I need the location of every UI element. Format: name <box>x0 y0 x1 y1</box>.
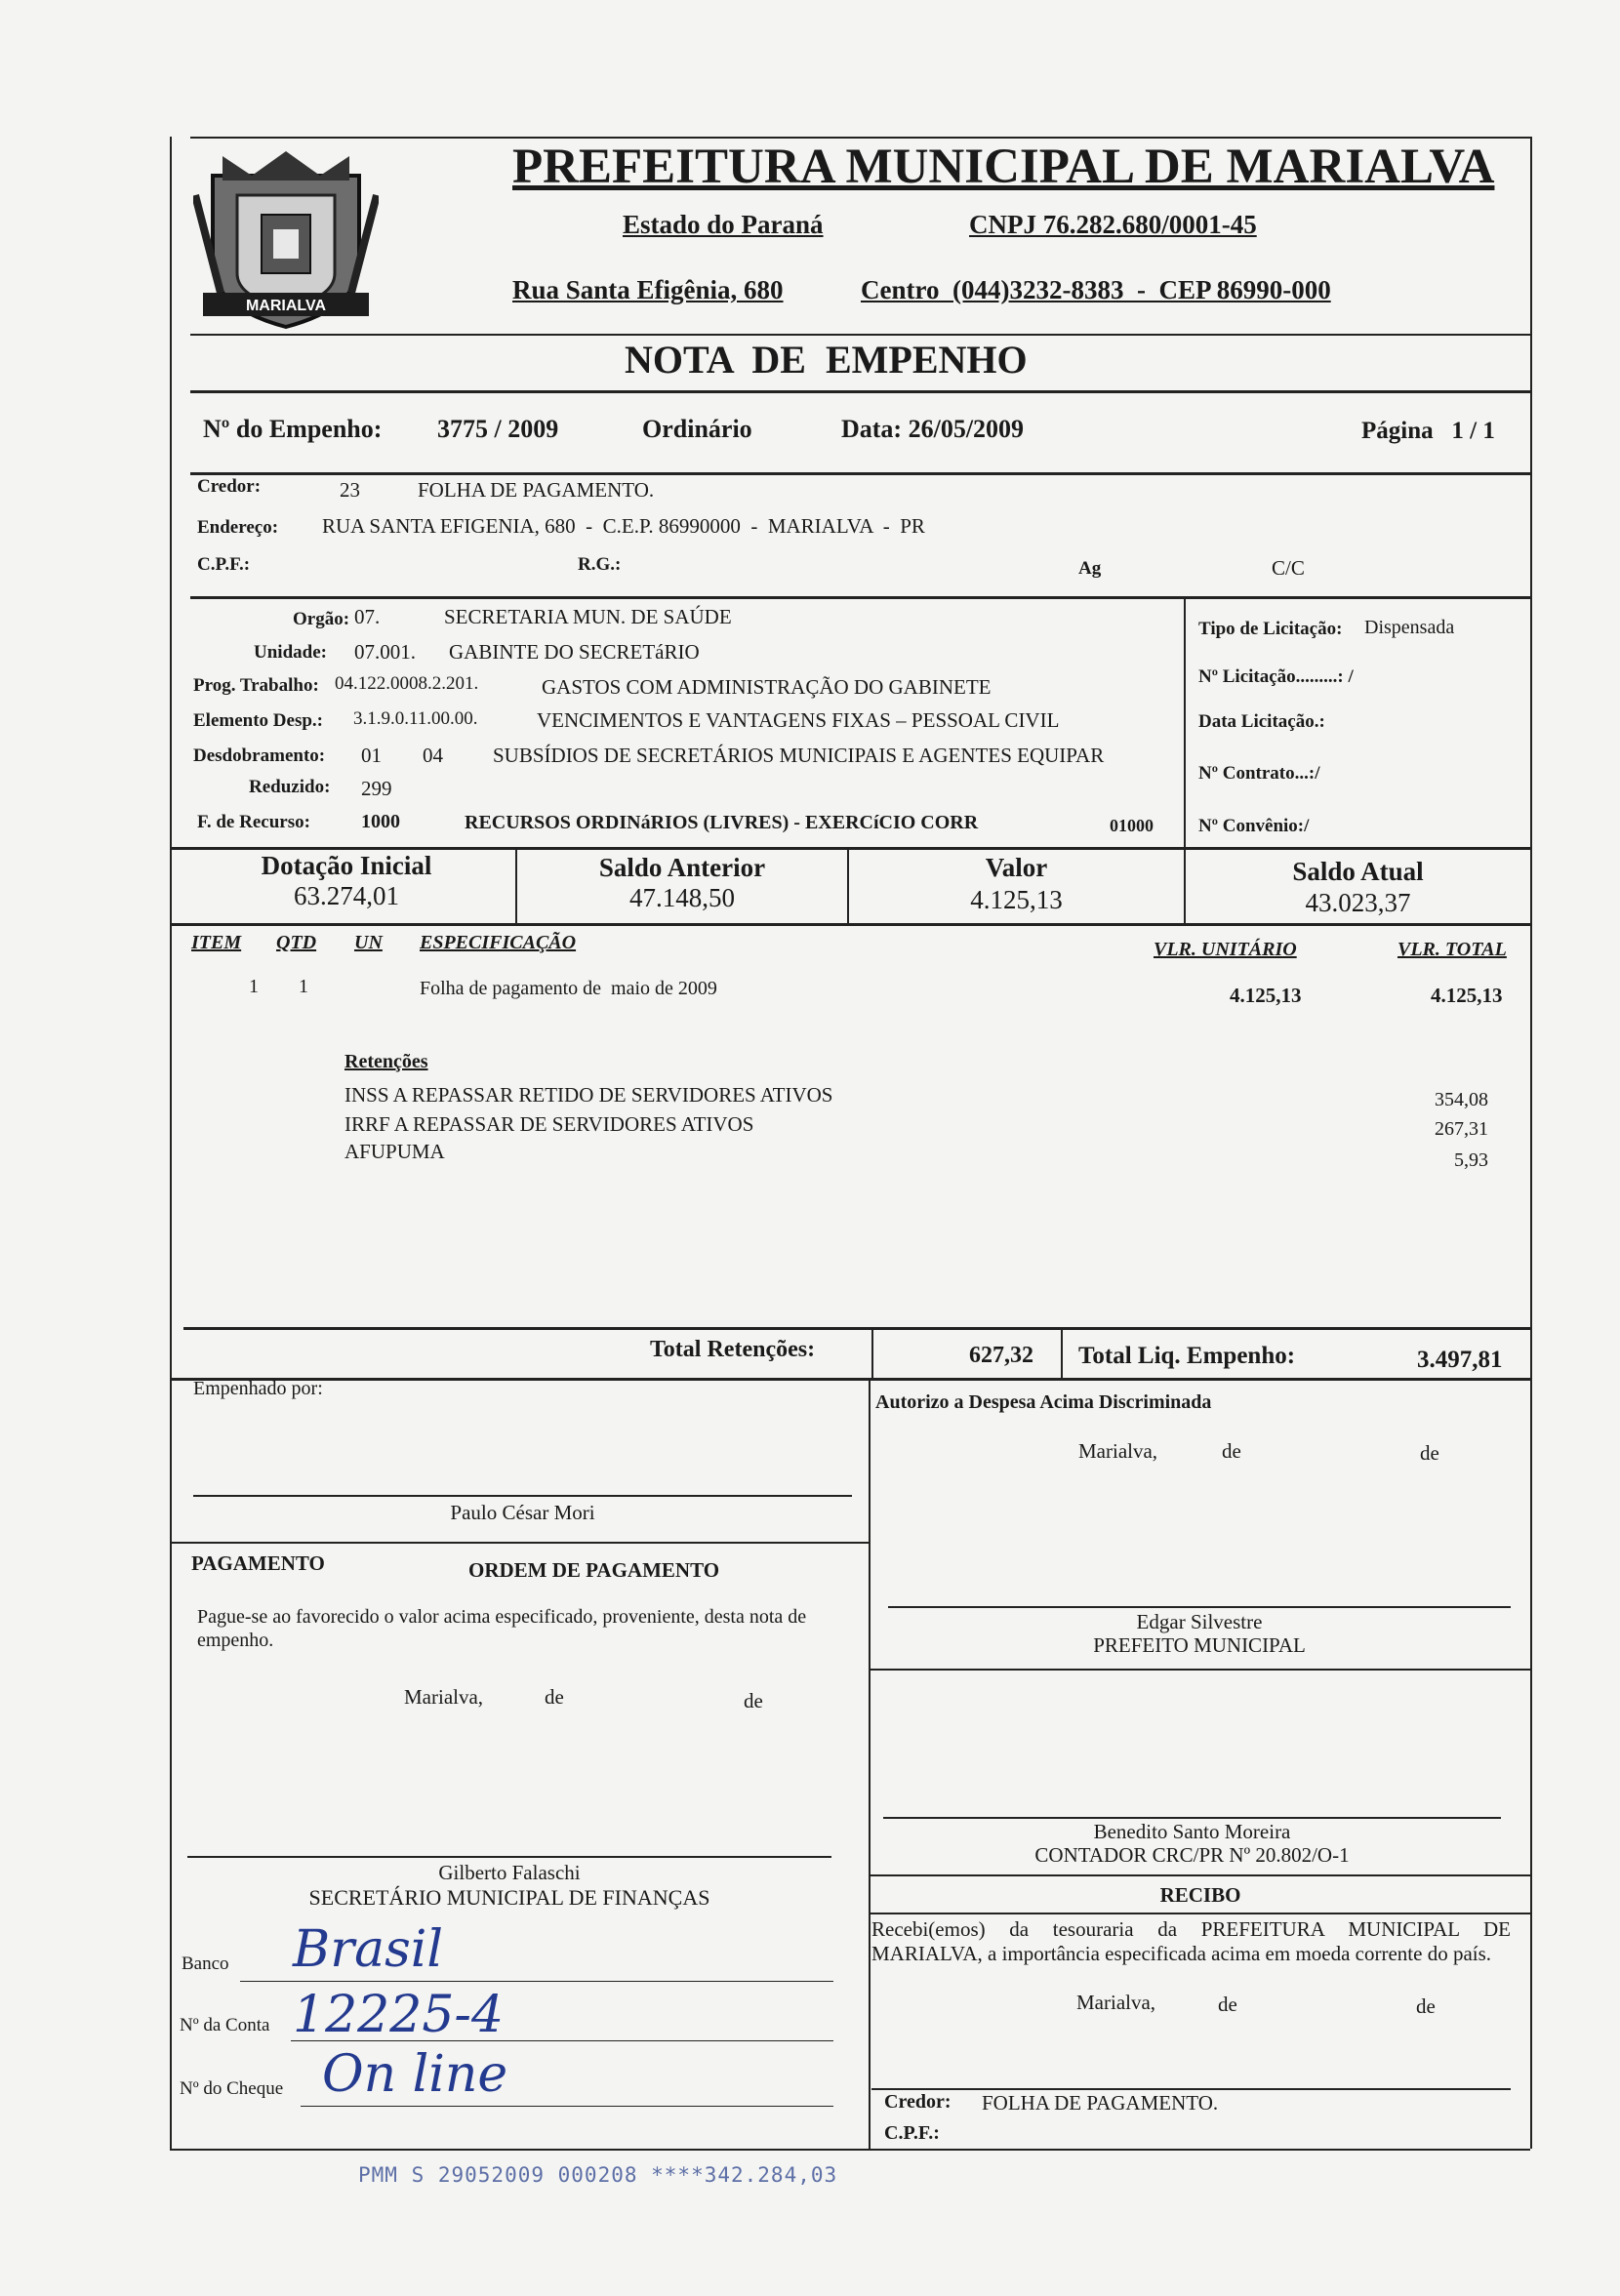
header-divider <box>190 334 1530 336</box>
empenho-date: Data: 26/05/2009 <box>841 415 1025 443</box>
pagamento-place: Marialva, <box>404 1685 484 1709</box>
unidade-code: 07.001. <box>354 640 416 664</box>
recibo-title: RECIBO <box>1159 1883 1241 1907</box>
licitacao-date: Data Licitação.: <box>1198 711 1325 732</box>
saldos-divider <box>170 923 1530 926</box>
credor-divider <box>190 596 1530 599</box>
autorizo-title: Autorizo a Despesa Acima Discriminada <box>875 1391 1212 1413</box>
machine-stamp: PMM S 29052009 000208 ****342.284,03 <box>358 2163 838 2187</box>
signature-column-divider <box>869 1378 871 2149</box>
secretario-role: SECRETÁRIO MUNICIPAL DE FINANÇAS <box>308 1885 710 1910</box>
recibo-credor-line <box>871 2088 1511 2090</box>
valor-label: Valor <box>985 853 1048 882</box>
licitacao-divider <box>1184 596 1186 847</box>
recibo-cpf-label: C.P.F.: <box>884 2122 940 2144</box>
recurso-code: 1000 <box>361 811 400 832</box>
empenhado-name: Paulo César Mori <box>450 1501 595 1524</box>
endereco-label: Endereço: <box>197 517 279 538</box>
orgao-label: Orgão: <box>293 609 350 629</box>
item-vlr-total: 4.125,13 <box>1431 984 1503 1007</box>
page-number: Página 1 / 1 <box>1361 418 1495 444</box>
autorizo-de-1: de <box>1222 1439 1241 1463</box>
item-number: 1 <box>249 976 259 997</box>
credor-code: 23 <box>340 478 360 502</box>
reduzido-code: 299 <box>361 777 392 800</box>
prog-desc: GASTOS COM ADMINISTRAÇÃO DO GABINETE <box>542 675 992 699</box>
tipo-licitacao-label: Tipo de Licitação: <box>1198 619 1343 639</box>
empenhado-bottom <box>170 1542 869 1544</box>
retencao-value: 354,08 <box>1435 1089 1488 1110</box>
dotacao-label: Dotação Inicial <box>261 851 432 880</box>
autorizo-place: Marialva, <box>1078 1439 1158 1463</box>
orgao-code: 07. <box>354 605 381 628</box>
recibo-title-line <box>869 1913 1530 1914</box>
credor-label: Credor: <box>197 476 262 497</box>
conta-handwritten: 12225-4 <box>293 1986 505 2044</box>
dotacao-value: 63.274,01 <box>294 881 399 910</box>
totals-sep-2 <box>1061 1327 1063 1378</box>
col-un: UN <box>354 932 383 953</box>
crest-banner-text: MARIALVA <box>245 298 327 314</box>
credor-name: FOLHA DE PAGAMENTO. <box>418 478 655 502</box>
cheque-label: Nº do Cheque <box>180 2078 284 2099</box>
page-title: PREFEITURA MUNICIPAL DE MARIALVA <box>512 140 1495 194</box>
item-vlr-unitario: 4.125,13 <box>1230 984 1302 1007</box>
frame-right <box>1530 137 1532 2149</box>
prog-label: Prog. Trabalho: <box>193 675 319 696</box>
municipal-crest <box>193 137 379 337</box>
recurso-desc: RECURSOS ORDINáRIOS (LIVRES) - EXERCíCIO CORR <box>465 812 979 833</box>
pagamento-de-2: de <box>744 1689 763 1712</box>
saldo-anterior-value: 47.148,50 <box>629 883 735 912</box>
frame-left <box>170 137 172 2149</box>
conta-label: Nº da Conta <box>180 2015 270 2035</box>
ag-label: Ag <box>1078 558 1102 579</box>
desdobramento-label: Desdobramento: <box>193 745 326 766</box>
empenho-number: 3775 / 2009 <box>437 415 559 443</box>
pagamento-label: PAGAMENTO <box>191 1551 325 1575</box>
total-liquido-value: 3.497,81 <box>1417 1347 1503 1373</box>
retencoes-title: Retenções <box>344 1051 428 1072</box>
contrato-number: Nº Contrato...:/ <box>1198 763 1320 784</box>
banco-handwritten: Brasil <box>293 1920 444 1979</box>
elemento-desc: VENCIMENTOS E VANTAGENS FIXAS – PESSOAL CIVIL <box>537 708 1060 732</box>
recibo-de-1: de <box>1218 1993 1237 2016</box>
retencao-desc: INSS A REPASSAR RETIDO DE SERVIDORES ATIVOS <box>344 1083 833 1107</box>
secretario-name: Gilberto Falaschi <box>438 1861 581 1884</box>
prefeito-role: PREFEITO MUNICIPAL <box>1093 1633 1306 1657</box>
desdobramento-a: 01 <box>361 744 382 767</box>
cc-label: C/C <box>1272 556 1305 580</box>
empenhado-signature-line <box>193 1495 852 1497</box>
document-title: NOTA DE EMPENHO <box>625 338 1028 382</box>
col-qtd: QTD <box>276 932 317 953</box>
empenho-divider <box>190 472 1530 475</box>
autorizo-signature-line <box>888 1606 1511 1608</box>
retencao-desc: IRRF A REPASSAR DE SERVIDORES ATIVOS <box>344 1112 754 1136</box>
item-qtd: 1 <box>299 976 308 997</box>
banco-line <box>240 1981 833 1982</box>
contact-info: Centro (044)3232-8383 - CEP 86990-000 <box>861 275 1331 304</box>
recibo-de-2: de <box>1416 1994 1436 2018</box>
desdobramento-desc: SUBSÍDIOS DE SECRETÁRIOS MUNICIPAIS E AGENTES EQUIPAR <box>493 744 1105 767</box>
recurso-num: 01000 <box>1110 816 1154 835</box>
licitacao-number: Nº Licitação.........: / <box>1198 666 1354 687</box>
frame-bottom <box>170 2149 1530 2151</box>
total-liquido-label: Total Liq. Empenho: <box>1078 1343 1296 1369</box>
recibo-credor-value: FOLHA DE PAGAMENTO. <box>982 2091 1219 2115</box>
rg-label: R.G.: <box>578 554 622 575</box>
pagamento-text: Pague-se ao favorecido o valor acima especificado, proveniente, desta nota de empenho. <box>197 1606 807 1651</box>
cpf-label: C.P.F.: <box>197 554 251 575</box>
saldo-anterior-label: Saldo Anterior <box>598 853 766 882</box>
unidade-desc: GABINTE DO SECRETáRIO <box>449 640 700 664</box>
prefeito-name: Edgar Silvestre <box>1136 1610 1263 1633</box>
totals-top-line <box>183 1327 1530 1330</box>
contador-name: Benedito Santo Moreira <box>1093 1820 1291 1843</box>
empenho-type: Ordinário <box>642 415 752 443</box>
saldo-atual-value: 43.023,37 <box>1305 888 1411 917</box>
totals-bottom-line <box>170 1378 1530 1381</box>
recibo-place: Marialva, <box>1076 1991 1156 2014</box>
endereco-value: RUA SANTA EFIGENIA, 680 - C.E.P. 86990000 - MARIALVA - PR <box>322 514 925 538</box>
total-retencoes-label: Total Retenções: <box>650 1337 816 1362</box>
empenhado-label: Empenhado por: <box>193 1378 323 1399</box>
secretario-signature-line <box>187 1856 831 1858</box>
recibo-credor-label: Credor: <box>884 2091 952 2113</box>
cheque-line <box>301 2106 833 2107</box>
state-name: Estado do Paraná <box>623 210 824 239</box>
totals-sep-1 <box>871 1327 873 1378</box>
ordem-pagamento: ORDEM DE PAGAMENTO <box>468 1558 720 1582</box>
banco-label: Banco <box>182 1954 229 1974</box>
retencao-value: 267,31 <box>1435 1118 1488 1140</box>
cnpj: CNPJ 76.282.680/0001-45 <box>969 210 1257 239</box>
orgao-desc: SECRETARIA MUN. DE SAÚDE <box>444 605 732 628</box>
elemento-code: 3.1.9.0.11.00.00. <box>353 708 478 729</box>
autorizo-de-2: de <box>1420 1441 1439 1465</box>
classificacao-divider <box>170 847 1530 850</box>
retencao-value: 5,93 <box>1454 1149 1488 1171</box>
col-especificacao: ESPECIFICAÇÃO <box>420 932 577 953</box>
elemento-label: Elemento Desp.: <box>193 710 323 731</box>
pagamento-de-1: de <box>545 1685 564 1709</box>
title-divider <box>190 390 1530 393</box>
unidade-label: Unidade: <box>254 642 327 663</box>
valor-value: 4.125,13 <box>970 885 1063 914</box>
prog-code: 04.122.0008.2.201. <box>335 673 479 694</box>
recibo-text: Recebi(emos) da tesouraria da PREFEITURA MUNICIPAL DE MARIALVA, a importância especificada acima em moeda corrente do país. <box>871 1917 1511 1965</box>
contador-role: CONTADOR CRC/PR Nº 20.802/O-1 <box>1034 1843 1350 1867</box>
cheque-handwritten: On line <box>322 2045 508 2104</box>
autorizo-bottom <box>869 1669 1530 1671</box>
recurso-label: F. de Recurso: <box>197 812 310 832</box>
col-vlr-total: VLR. TOTAL <box>1397 939 1507 960</box>
col-item: ITEM <box>191 932 242 953</box>
contador-signature-line <box>883 1817 1501 1819</box>
saldo-atual-label: Saldo Atual <box>1292 857 1424 886</box>
reduzido-label: Reduzido: <box>249 777 331 797</box>
item-especificacao: Folha de pagamento de maio de 2009 <box>420 978 717 999</box>
retencao-desc: AFUPUMA <box>344 1140 445 1163</box>
empenho-number-label: Nº do Empenho: <box>203 415 383 443</box>
street-address: Rua Santa Efigênia, 680 <box>512 275 784 304</box>
desdobramento-b: 04 <box>423 744 443 767</box>
convenio-number: Nº Convênio:/ <box>1198 816 1310 836</box>
col-vlr-unitario: VLR. UNITÁRIO <box>1154 939 1297 960</box>
contador-bottom <box>869 1874 1530 1876</box>
total-retencoes-value: 627,32 <box>969 1343 1033 1368</box>
tipo-licitacao-value: Dispensada <box>1364 617 1455 638</box>
